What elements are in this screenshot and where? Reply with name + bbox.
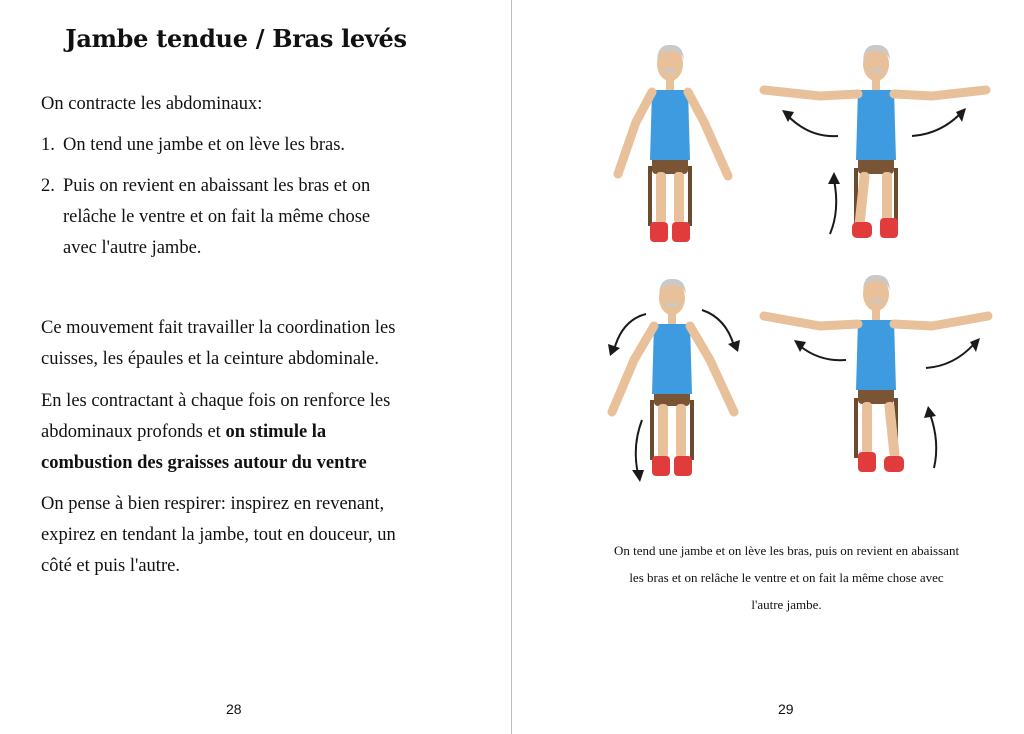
- step-2: [41, 171, 451, 264]
- paragraph-3-plain-text: abdominaux profonds et: [41, 422, 226, 442]
- paragraph-breathing: [41, 489, 451, 582]
- figure-caption: [584, 537, 989, 618]
- paragraph-3-bold-text: on stimule la: [225, 422, 327, 442]
- seated-man-arms-raised-illustration: [760, 40, 992, 250]
- step-1: [41, 130, 451, 161]
- paragraph-3-line-2: [41, 417, 451, 448]
- paragraph-3-line-3: [41, 448, 451, 479]
- caption-line-1: On tend une jambe et on lève les bras, puis on revient en abaissant: [613, 543, 960, 558]
- paragraph-4-line-2: expirez en tendant la jambe, tout en douceur, un: [41, 525, 396, 545]
- steps-list: [41, 130, 451, 274]
- caption-line-3: l'autre jambe.: [751, 597, 822, 612]
- seated-man-arms-lowering-illustration: [598, 270, 748, 490]
- paragraph-coordination: [41, 313, 451, 375]
- exercise-figure-4: [758, 272, 994, 490]
- exercise-figure-3: [598, 270, 748, 494]
- exercise-figure-1: [600, 38, 740, 252]
- paragraph-2-line-1: Ce mouvement fait travailler la coordination les: [41, 318, 396, 338]
- seated-man-arms-down-illustration: [600, 38, 740, 248]
- intro-text: On contracte les abdominaux:: [41, 94, 263, 114]
- paragraph-4-line-3: côté et puis l'autre.: [41, 556, 180, 576]
- step-2-number: 2.: [41, 176, 55, 196]
- step-2-line-2: relâche le ventre et on fait la même chose: [63, 207, 371, 227]
- page-number-right: 29: [778, 701, 794, 717]
- page-title: Jambe tendue / Bras levés: [65, 24, 407, 53]
- step-2-line-1: Puis on revient en abaissant les bras et on: [63, 176, 371, 196]
- step-1-line-1: On tend une jambe et on lève les bras.: [63, 135, 346, 155]
- paragraph-benefits: [41, 386, 451, 479]
- seated-man-arms-raised-other-leg-illustration: [758, 272, 994, 486]
- caption-line-2: les bras et on relâche le ventre et on fait la même chose avec: [629, 570, 944, 585]
- paragraph-3-line-1: En les contractant à chaque fois on renforce les: [41, 391, 391, 411]
- step-2-line-3: avec l'autre jambe.: [63, 238, 202, 258]
- left-page: [0, 0, 511, 734]
- paragraph-2-line-2: cuisses, les épaules et la ceinture abdominale.: [41, 349, 380, 369]
- page-number-left: 28: [226, 701, 242, 717]
- paragraph-3-bold-line: combustion des graisses autour du ventre: [41, 453, 367, 473]
- step-1-number: 1.: [41, 135, 55, 155]
- right-page: [512, 0, 1024, 734]
- exercise-figure-2: [760, 40, 992, 254]
- paragraph-4-line-1: On pense à bien respirer: inspirez en revenant,: [41, 494, 385, 514]
